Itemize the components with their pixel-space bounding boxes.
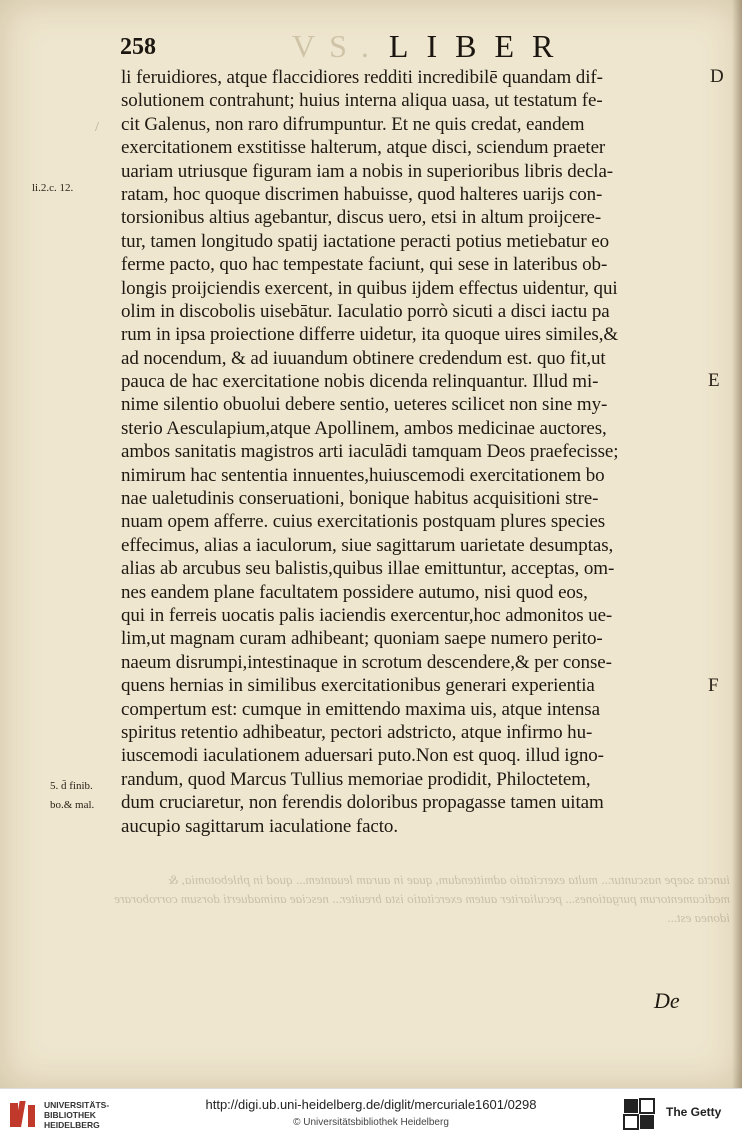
text-line: qui in ferreis uocatis palis iaciendis exercentur,hoc admonitos ue-	[121, 604, 613, 626]
text-line: ferme pacto, quo hac tempestate faciunt, qui sese in lateribus ob-	[121, 254, 608, 276]
text-line: ratam, hoc quoque discrimen habuisse, quod halteres uarijs con-	[121, 183, 603, 205]
copyright-notice: © Universitätsbibliothek Heidelberg	[293, 1117, 449, 1128]
body-text	[121, 66, 703, 838]
text-line: cit Galenus, non raro difrumpuntur. Et ne quis credat, eandem	[121, 113, 585, 135]
logo-text-line: BIBLIOTHEK	[44, 1110, 96, 1120]
text-line: uariam utriusque figuram iam a nobis in superioribus libris decla-	[121, 160, 614, 182]
text-line: nimirum hac sententia innuentes,huiuscemodi exercitationem bo	[121, 464, 605, 486]
margin-note-reference: li.2.c. 12.	[32, 182, 74, 194]
text-line: effecimus, alias a iaculorum, siue sagittarum uarietate desumptas,	[121, 534, 614, 556]
text-line: tur, tamen longitudo spatij iactatione peracti potius metiebatur eo	[121, 230, 609, 252]
margin-note-reference: 5. d̄ finib.	[50, 780, 93, 792]
partner-name[interactable]: The Getty	[666, 1105, 722, 1119]
margin-mark-icon: /	[95, 120, 99, 135]
text-line: longis proijciendis exercent, in quibus ijdem effectus uidentur, qui	[121, 277, 618, 299]
text-line: lim,ut magnam curam adhibeant; quoniam saepe numero perito-	[121, 628, 603, 650]
catchword: De	[654, 988, 680, 1013]
text-line: torsionibus altius agebantur, discus uero, etsi in altum proijcere-	[121, 207, 602, 229]
permalink-url[interactable]: http://digi.ub.uni-heidelberg.de/diglit/mercuriale1601/0298	[205, 1097, 537, 1112]
text-line: ambos sanitatis magistros arti iaculādi tamquam Deos praefecisse;	[121, 441, 619, 463]
text-line: naeum disrumpi,intestinaque in scrotum descendere,& per conse-	[121, 651, 612, 673]
text-line: exercitationem exstitisse halterum, atque disci, sciendum praeter	[121, 137, 606, 159]
bleed-through-text: iuncta saepe nascuntur... multa exercitatio admittendum, quae in auram leuantem... quod in phlebotomia, & medicamentorum purgationes... peculiariter autem exercitatio ista breuiter... nesciae animaduerti dorsum corroborare idonea est...	[114, 872, 730, 925]
text-line: nime silentio obuolui debere sentio, ueteres scilicet non sine my-	[121, 394, 608, 416]
margin-note-reference: bo.& mal.	[50, 799, 95, 811]
section-letter-f: F	[708, 675, 719, 696]
text-line: li feruidiores, atque flaccidiores redditi incredibilē quandam dif-	[121, 67, 603, 88]
getty-logo-icon[interactable]	[622, 1097, 656, 1131]
viewer-footer	[0, 1088, 742, 1141]
text-line: aucupio sagittarum iaculatione facto.	[121, 815, 398, 837]
text-line: rum in ipsa proiectione differre uidetur, ita quoque uires similes,&	[121, 324, 619, 346]
text-line: spiritus retentio adhibeatur, pectori adstricto, atque infirmo hu-	[121, 721, 593, 743]
text-line: solutionem contrahunt; huius interna aliqua uasa, ut testatum fe-	[121, 90, 603, 112]
page-header	[0, 28, 742, 68]
text-line: nae ualetudinis conseruationi, bonique habitus acquisitioni stre-	[121, 488, 599, 510]
text-line: nuam opem afferre. cuius exercitationis postquam plures species	[121, 511, 606, 533]
running-head-title: LIBER	[388, 28, 572, 64]
text-line: pauca de hac exercitatione nobis dicenda relinquantur. Illud mi-	[121, 371, 599, 393]
text-line: dum cruciaretur, non ferendis doloribus propagasse tamen uitam	[121, 792, 604, 814]
section-letter-e: E	[708, 370, 720, 391]
text-line: ad nocendum, & ad iuuandum obtinere credendum est. quo fit,ut	[121, 347, 606, 369]
text-line: compertum est: cumque in emittendo maxima uis, atque intensa	[121, 698, 600, 720]
running-head	[292, 28, 571, 65]
text-line: randum, quod Marcus Tullius memoriae prodidit, Philoctetem,	[121, 768, 591, 790]
logo-text-line: UNIVERSITÄTS-	[44, 1100, 110, 1110]
text-line: alias ab arcubus seu balistis,quibus illae emittuntur, acceptas, om-	[121, 558, 615, 580]
running-head-ghost: VS.	[292, 28, 383, 64]
text-line: sterio Aesculapium,atque Apollinem, ambos medicinae auctores,	[121, 417, 607, 439]
section-letter-d: D	[710, 66, 724, 87]
text-line: olim in discobolis uisebātur. Iaculatio porrò sicuti a disci iactu pa	[121, 300, 610, 322]
text-line: nes eandem plane facultatem possidere autumo, nisi quod eos,	[121, 581, 588, 603]
text-line: iuscemodi iaculationem aduersari puto.Non est quoq. illud igno-	[121, 745, 604, 767]
page-number: 258	[120, 34, 156, 60]
logo-text-line: HEIDELBERG	[44, 1120, 100, 1130]
text-line: quens hernias in similibus exercitationibus generari experientia	[121, 675, 595, 697]
